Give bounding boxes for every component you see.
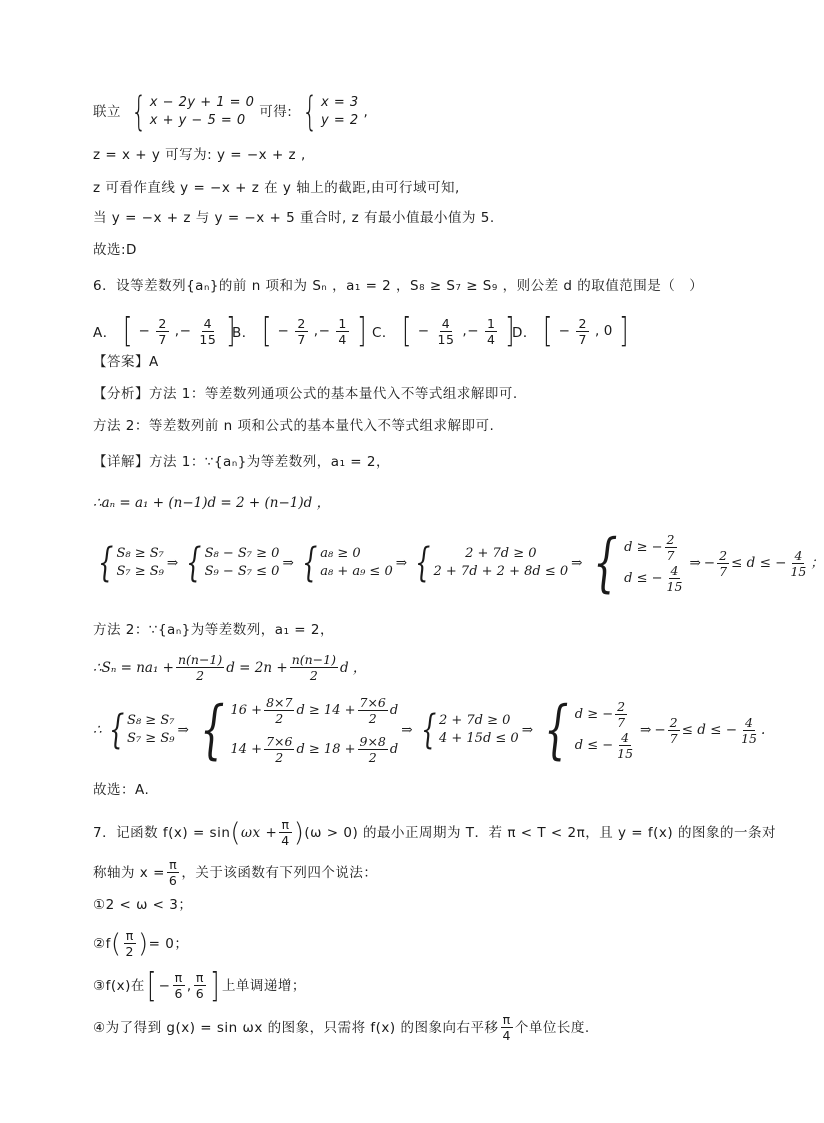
frac-num: 4: [621, 730, 630, 745]
solution-system: { x = 3 y = 2: [302, 89, 359, 135]
sysE-line2: d ≤ −: [624, 571, 663, 586]
frac-num: 2: [297, 315, 306, 331]
q7-l2-b: ，关于该函数有下列四个说法：: [181, 864, 378, 881]
text-lianli: 联立: [93, 104, 121, 120]
option-c: C． [ − $\frac{4}{15}$ ,− $\frac{1}{4}$ ]: [372, 311, 516, 351]
frac-den: 2: [368, 711, 377, 726]
frac-den: 2: [275, 750, 284, 765]
method1-derivation: { S₈ ≥ S₇ S₇ ≥ S₉ ⇒ { S₈ − S₇ ≥ 0 S₉ − S₇ ≤ 0 ⇒ { a₈ ≥ 0 a₈ + a₉ ≤ 0 ⇒ { 2 + 7d ≥ 0 2 + 7d + 2 + 8d ≤ 0 ⇒ { d ≥ − $\frac{2}{7}$ d ≤ − $\frac{4}{15}$ ⇒ − $\frac{2}{7}$ ≤ d ≤ − $\frac{4}{15}$ ；: [98, 526, 824, 600]
frac-num: 4: [745, 714, 753, 730]
frac-den: 6: [168, 873, 178, 888]
frac-num: 2: [158, 315, 167, 331]
m2-result-minus: −: [654, 722, 666, 738]
frac-num: 4: [203, 315, 213, 331]
statement-4: [93, 1012, 590, 1043]
option-d-zero: 0: [603, 323, 613, 339]
s3-a: ③f(x)在: [93, 977, 145, 994]
frac-den: 7: [666, 548, 675, 563]
frac-den: 6: [195, 986, 205, 1001]
solution-x: x = 3: [321, 95, 359, 110]
option-a: A． [ − $\frac{2}{7}$ ,− $\frac{4}{15}$ ]: [93, 311, 236, 351]
m2-sysA-line2: S₇ ≥ S₉: [127, 731, 175, 746]
analysis-line-1: 【分析】方法 1：等差数列通项公式的基本量代入不等式组求解即可.: [93, 386, 518, 402]
q7-l2-a: 称轴为 x =: [93, 864, 165, 881]
frac-num: 1: [487, 315, 496, 331]
equation-2: x + y − 5 = 0: [149, 113, 246, 128]
frac-den: 15: [617, 746, 634, 761]
frac-den: 15: [199, 331, 217, 347]
option-b-label: B．: [232, 325, 256, 341]
sysD-line2: 2 + 7d + 2 + 8d ≤ 0: [433, 564, 569, 579]
option-d-label: D．: [512, 325, 537, 341]
frac-den: 15: [790, 563, 807, 579]
m2-row1-a: 16 +: [230, 702, 263, 718]
statement-1: ①2 < ω < 3；: [93, 897, 193, 913]
s4-a: ④为了得到 g(x) = sin ωx 的图象，只需将 f(x) 的图象向右平移: [93, 1019, 499, 1036]
method2-line-1: 方法 2：∵{aₙ}为等差数列，a₁ = 2，: [93, 622, 334, 638]
frac-den: 2: [275, 711, 284, 726]
frac-num: 8×7: [266, 695, 293, 710]
sysC-line1: a₈ ≥ 0: [320, 546, 361, 561]
q7-l1-b: ωx +: [241, 824, 278, 841]
line-z-rewrite: z = x + y 可写为: y = −x + z ,: [93, 147, 306, 163]
m2-result-end: .: [760, 722, 766, 738]
sum-formula-part1: ∴Sₙ = na₁ +: [93, 659, 174, 676]
frac-den: 2: [196, 668, 205, 683]
frac-num: 7×6: [359, 695, 386, 710]
frac-num: n(n−1): [291, 652, 336, 667]
frac-num: 2: [666, 532, 675, 547]
q7-l1-c: (ω > 0) 的最小正周期为 T．若 π < T < 2π，且 y = f(x) 的图象的一条对: [304, 824, 776, 841]
q7-line-1: 7．记函数 f(x) = sin ( ωx + $\frac{\pi}{4}$ ) (ω > 0) 的最小正周期为 T．若 π < T < 2π，且 y = f(x) 的图象的一条对: [93, 817, 776, 848]
frac-num: 1: [338, 315, 347, 331]
line-min-value: 当 y = −x + z 与 y = −x + 5 重合时, z 有最小值最小值为 5.: [93, 210, 495, 226]
equation-1: x − 2y + 1 = 0: [149, 95, 255, 110]
frac-den: 15: [437, 331, 455, 347]
m2-sysE-line1: d ≥ −: [574, 707, 614, 722]
statement-3: ③f(x)在 [ − $\frac{\pi}{6}$ , $\frac{\pi}{6}$ ] 上单调递增；: [93, 965, 306, 1006]
result-minus: −: [703, 555, 716, 571]
sum-formula-part3: d ，: [339, 659, 367, 676]
s2-b: = 0；: [148, 935, 189, 952]
text-kede: 可得:: [259, 104, 293, 120]
frac-num: π: [174, 970, 183, 985]
frac-den: 7: [719, 563, 728, 579]
frac-num: π: [169, 857, 178, 872]
method2-derivation: ∴ { S₈ ≥ S₇ S₇ ≥ S₉ ⇒ { 16 + $\frac{8\times 7}{2}$ d ≥ 14 + $\frac{7\times 6}{2}$ d 14 + $\frac{7\times 6}{2}$ d ≥ 18 + $\frac{9\times 8}{2}$ d ⇒ { 2 + 7d ≥ 0 4 + 15d ≤ 0 ⇒ { d ≥ − $\frac{2}{7}$ d ≤ − $\frac{4}{15}$ ⇒ − $\frac{2}{7}$ ≤ d ≤ − $\frac{4}{15}$ .: [93, 693, 766, 767]
m2-row1-b: d ≥ 14 +: [296, 702, 356, 718]
frac-den: 4: [502, 1028, 511, 1043]
option-d: D． [ − $\frac{2}{7}$ , 0 ]: [512, 311, 629, 351]
frac-den: 4: [487, 331, 496, 347]
frac-den: 2: [125, 944, 134, 959]
m2-result-inequality: ≤ d ≤ −: [681, 722, 738, 738]
detail-line-2: ∴aₙ = a₁ + (n−1)d = 2 + (n−1)d ，: [93, 495, 331, 511]
frac-den: 2: [309, 668, 318, 683]
frac-num: 4: [441, 315, 451, 331]
comma: ,: [363, 104, 369, 120]
frac-den: 7: [669, 730, 678, 746]
frac-den: 15: [741, 730, 757, 746]
frac-den: 15: [666, 579, 683, 594]
frac-num: 4: [670, 563, 679, 578]
frac-num: π: [195, 970, 204, 985]
frac-num: 2: [669, 714, 678, 730]
frac-num: 2: [617, 699, 626, 714]
s2-a: ②f: [93, 935, 111, 952]
sysE-line1: d ≥ −: [624, 540, 663, 555]
m2-row2-a: 14 +: [230, 741, 263, 757]
sysA-line1: S₈ ≥ S₇: [116, 546, 164, 561]
frac-den: 4: [338, 331, 347, 347]
m2-row2-b: d ≥ 18 +: [296, 741, 356, 757]
detail-line-1: 【详解】方法 1：∵{aₙ}为等差数列，a₁ = 2，: [93, 454, 390, 470]
solution-y: y = 2: [321, 113, 359, 128]
q6-stem: 6．设等差数列{aₙ}的前 n 项和为 Sₙ ，a₁ = 2 ，S₈ ≥ S₇ ≥ S₉ ，则公差 d 的取值范围是（ ）: [93, 278, 704, 294]
s4-b: 个单位长度.: [514, 1019, 590, 1036]
frac-den: 6: [174, 986, 183, 1001]
option-c-label: C．: [372, 325, 396, 341]
frac-den: 7: [158, 331, 167, 347]
q6-choose: 故选：A.: [93, 782, 150, 798]
m2-sysD-line1: 2 + 7d ≥ 0: [438, 713, 511, 728]
frac-num: π: [125, 928, 134, 943]
line-choose-d: 故选:D: [93, 242, 137, 258]
equation-system: { x − 2y + 1 = 0 x + y − 5 = 0: [130, 89, 255, 135]
analysis-line-2: 方法 2：等差数列前 n 项和公式的基本量代入不等式组求解即可.: [93, 418, 495, 434]
frac-num: 7×6: [266, 734, 293, 749]
frac-num: 2: [719, 547, 728, 563]
sysA-line2: S₇ ≥ S₉: [116, 564, 164, 579]
frac-num: π: [502, 1012, 511, 1027]
frac-den: 7: [578, 331, 587, 347]
line-intercept: z 可看作直线 y = −x + z 在 y 轴上的截距,由可行域可知,: [93, 180, 460, 196]
sum-formula-part2: d = 2n +: [226, 659, 288, 676]
m2-sysA-line1: S₈ ≥ S₇: [127, 713, 175, 728]
frac-num: π: [281, 817, 290, 832]
q7-line-2: [93, 857, 377, 888]
frac-den: 7: [617, 715, 626, 730]
sysB-line1: S₈ − S₇ ≥ 0: [204, 546, 280, 561]
frac-num: 4: [794, 547, 803, 563]
m2-sysD-line2: 4 + 15d ≤ 0: [438, 731, 519, 746]
option-b: B． [ − $\frac{2}{7}$ ,− $\frac{1}{4}$ ]: [232, 311, 367, 351]
frac-den: 7: [297, 331, 306, 347]
option-a-label: A．: [93, 325, 117, 341]
sysB-line2: S₉ − S₇ ≤ 0: [204, 564, 280, 579]
sysD-line1: 2 + 7d ≥ 0: [465, 546, 537, 561]
frac-num: 2: [578, 315, 587, 331]
result-inequality: ≤ d ≤ −: [731, 555, 787, 571]
method2-sum-formula: [93, 652, 366, 683]
frac-num: 9×8: [359, 734, 386, 749]
m2-sysE-line2: d ≤ −: [574, 738, 614, 753]
s3-b: 上单调递增；: [221, 977, 306, 994]
frac-den: 4: [281, 833, 290, 848]
q7-l1-a: 7．记函数 f(x) = sin: [93, 824, 231, 841]
answer-line: 【答案】A: [93, 354, 159, 370]
frac-num: n(n−1): [177, 652, 223, 667]
solve-system-line: [93, 89, 369, 135]
frac-den: 2: [368, 750, 377, 765]
sysC-line2: a₈ + a₉ ≤ 0: [320, 564, 393, 579]
result-end: ；: [810, 555, 824, 571]
statement-2: ②f ( $\frac{\pi}{2}$ ) = 0；: [93, 928, 189, 959]
